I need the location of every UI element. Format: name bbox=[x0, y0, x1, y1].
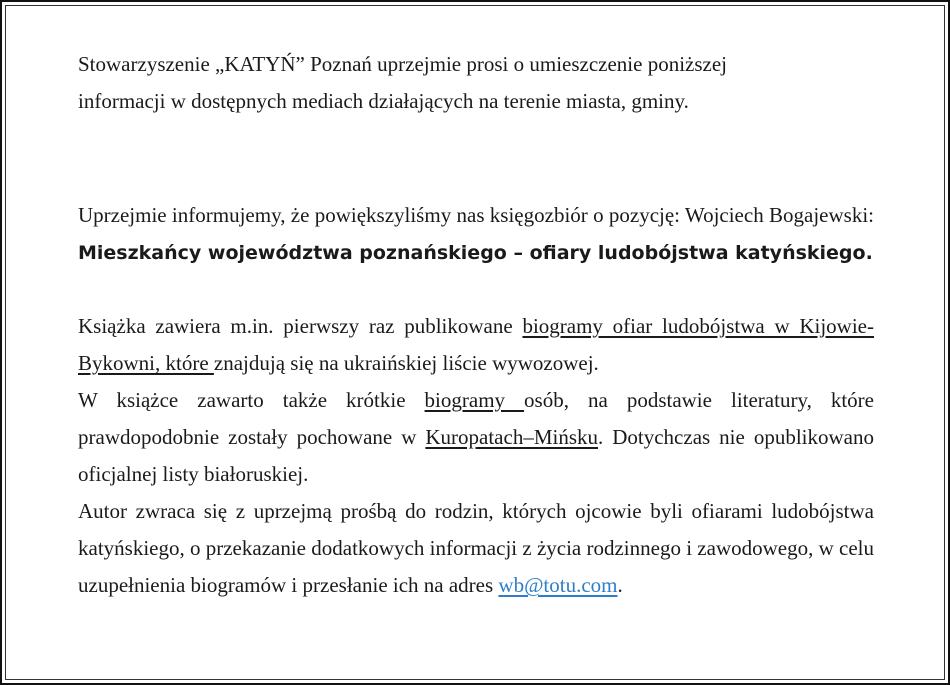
intro-paragraph bbox=[78, 46, 874, 120]
request-paragraph bbox=[78, 493, 874, 604]
short-bios-paragraph bbox=[78, 382, 874, 493]
announcement-paragraph bbox=[78, 197, 874, 272]
request-text: Autor zwraca się z uprzejmą prośbą do rodzin, których ojcowie byli ofiarami ludobójstwa katyńskiego, o przekazanie dodatkowych informacji z życia rodzinnego i zawodowego, w celu uzupełnienia biogramów i przesłanie ich na adres bbox=[78, 499, 874, 597]
short-bios-prefix: W książce zawarto także krótkie bbox=[78, 388, 425, 412]
contents-prefix: Książka zawiera m.in. pierwszy raz publikowane bbox=[78, 314, 523, 338]
intro-line-1: Stowarzyszenie „KATYŃ” Poznań uprzejmie prosi o umieszczenie poniższej bbox=[78, 52, 728, 76]
request-end: . bbox=[617, 573, 623, 597]
announcement-text: Uprzejmie informujemy, że powiększyliśmy nas księgozbiór o pozycję: Wojciech Bogajewski: bbox=[78, 203, 874, 227]
short-bios-middle: osób, na podstawie literatury, które prawdopodobnie zostały pochowane w bbox=[78, 388, 874, 449]
contents-suffix: znajdują się na ukraińskiej liście wywozowej. bbox=[213, 351, 599, 375]
book-title: Mieszkańcy województwa poznańskiego – ofiary ludobójstwa katyńskiego. bbox=[78, 242, 873, 264]
short-bios-after: . Dotychczas nie opublikowano oficjalnej listy białoruskiej. bbox=[78, 425, 874, 486]
email-link[interactable]: wb@totu.com bbox=[498, 573, 618, 597]
contents-paragraph bbox=[78, 308, 874, 382]
bykownia-biograms-link[interactable]: biogramy ofiar ludobójstwa w Kijowie-Bykowni, które bbox=[78, 314, 874, 375]
short-biograms-link[interactable]: biogramy bbox=[424, 388, 525, 412]
kuropaty-link[interactable]: Kuropatach–Mińsku bbox=[425, 425, 598, 449]
intro-line-2: informacji w dostępnych mediach działających na terenie miasta, gminy. bbox=[78, 89, 689, 113]
